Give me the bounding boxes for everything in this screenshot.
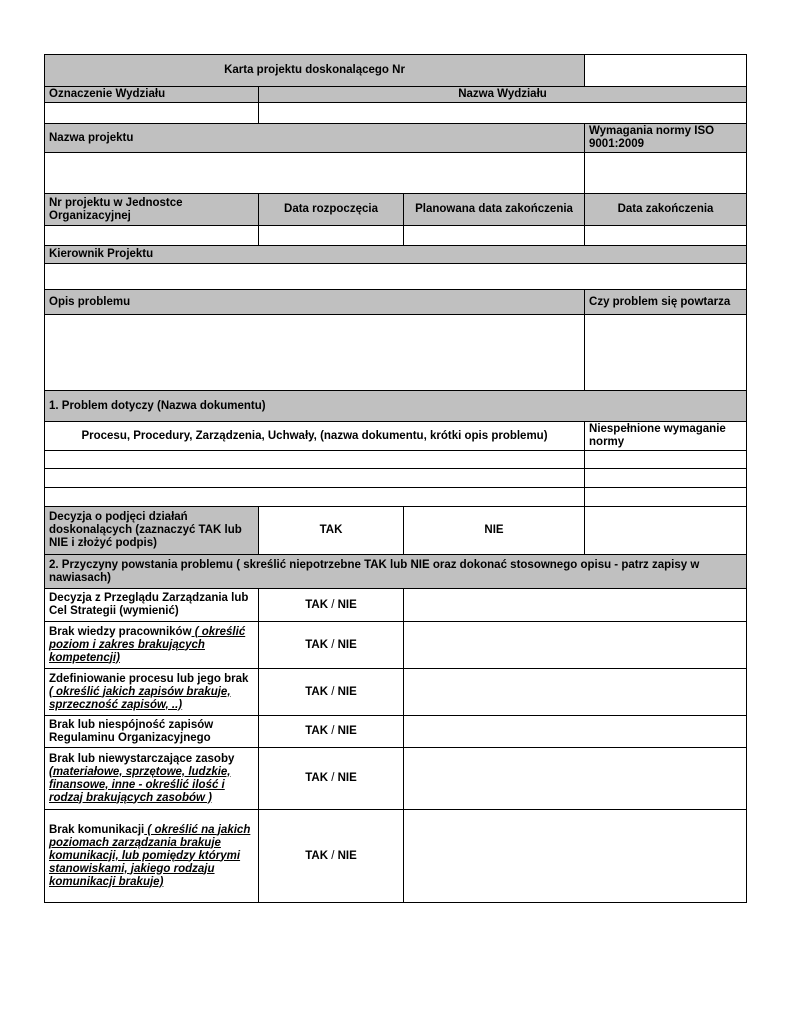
end-date-label: Data zakończenia bbox=[585, 194, 747, 226]
option-separator: / bbox=[331, 849, 335, 862]
cause-row bbox=[45, 716, 747, 748]
problem-description-field[interactable] bbox=[45, 315, 585, 391]
cause-row bbox=[45, 669, 747, 716]
cause-note-text: ( określić jakich zapisów brakuje, sprzeczność zapisów, ..) bbox=[49, 685, 231, 711]
unmet-requirement-field[interactable] bbox=[585, 469, 747, 488]
no-option[interactable]: NIE bbox=[337, 685, 357, 698]
cause-yes-no-options[interactable] bbox=[259, 748, 404, 810]
project-name-field[interactable] bbox=[45, 153, 585, 194]
project-name-label: Nazwa projektu bbox=[45, 124, 585, 153]
no-option[interactable]: NIE bbox=[337, 849, 357, 862]
problem-description-label: Opis problemu bbox=[45, 290, 585, 315]
yes-option[interactable]: TAK bbox=[305, 849, 328, 862]
cause-label bbox=[45, 669, 259, 716]
cause-label bbox=[45, 810, 259, 903]
cause-row bbox=[45, 810, 747, 903]
cause-yes-no-options[interactable] bbox=[259, 810, 404, 903]
cause-main-text: Brak lub niewystarczające zasoby bbox=[49, 752, 235, 765]
cause-description-field[interactable] bbox=[404, 622, 747, 669]
cause-main-text: Brak komunikacji bbox=[49, 823, 145, 836]
cause-label bbox=[45, 748, 259, 810]
project-manager-field[interactable] bbox=[45, 264, 747, 290]
cause-row bbox=[45, 589, 747, 622]
problem-recurring-label: Czy problem się powtarza bbox=[585, 290, 747, 315]
cause-description-field[interactable] bbox=[404, 810, 747, 903]
yes-option[interactable]: TAK bbox=[305, 725, 328, 737]
unmet-requirement-field[interactable] bbox=[585, 488, 747, 507]
cause-note-text: ( określić poziom i zakres brakujących kompetencji) bbox=[49, 625, 246, 664]
unmet-requirement-label: Niespełnione wymaganie normy bbox=[585, 422, 747, 451]
department-code-label: Oznaczenie Wydziału bbox=[45, 87, 259, 103]
project-number-label: Nr projektu w Jednostce Organizacyjnej bbox=[45, 194, 259, 226]
problem-recurring-field[interactable] bbox=[585, 315, 747, 391]
department-name-label: Nazwa Wydziału bbox=[259, 87, 747, 103]
document-entry-field[interactable] bbox=[45, 488, 585, 507]
cause-note-text: (materiałowe, sprzętowe, ludzkie, finansowe, inne - określić ilość i rodzaj brakujących zasobów ) bbox=[49, 765, 231, 804]
project-number-field[interactable] bbox=[585, 55, 747, 87]
yes-option[interactable]: TAK bbox=[305, 685, 328, 698]
department-code-field[interactable] bbox=[45, 103, 259, 124]
cause-note-text: ( określić na jakich poziomach zarządzania brakuje komunikacji, lub pomiędzy którymi stanowiskami, jakiego rodzaju komunikacji brakuje) bbox=[49, 823, 251, 888]
cause-main-text: Zdefiniowanie procesu lub jego brak bbox=[49, 672, 249, 685]
cause-row bbox=[45, 622, 747, 669]
cause-label bbox=[45, 716, 259, 748]
cause-main-text: Brak wiedzy pracowników bbox=[49, 625, 192, 638]
document-entry-field[interactable] bbox=[45, 469, 585, 488]
cause-main-text: Brak lub niespójność zapisów Regulaminu Organizacyjnego bbox=[49, 718, 214, 744]
iso-requirements-label: Wymagania normy ISO 9001:2009 bbox=[585, 124, 747, 153]
option-separator: / bbox=[331, 772, 335, 784]
decision-yes-option[interactable]: TAK bbox=[259, 507, 404, 555]
section-2-title: 2. Przyczyny powstania problemu ( skreślić niepotrzebne TAK lub NIE oraz dokonać stosownego opisu - patrz zapisy w nawiasach) bbox=[45, 555, 747, 589]
iso-requirements-field[interactable] bbox=[585, 153, 747, 194]
yes-option[interactable]: TAK bbox=[305, 598, 328, 611]
option-separator: / bbox=[331, 725, 335, 737]
option-separator: / bbox=[331, 685, 335, 698]
improvement-decision-label: Decyzja o podjęci działań doskonalących (zaznaczyć TAK lub NIE i złożyć podpis) bbox=[45, 507, 259, 555]
cause-label bbox=[45, 589, 259, 622]
yes-option[interactable]: TAK bbox=[305, 772, 328, 784]
planned-end-date-label: Planowana data zakończenia bbox=[404, 194, 585, 226]
yes-option[interactable]: TAK bbox=[305, 638, 328, 651]
unmet-requirement-field[interactable] bbox=[585, 451, 747, 469]
department-name-field[interactable] bbox=[259, 103, 747, 124]
cause-yes-no-options[interactable] bbox=[259, 589, 404, 622]
no-option[interactable]: NIE bbox=[337, 598, 357, 611]
start-date-field[interactable] bbox=[259, 226, 404, 246]
project-manager-label: Kierownik Projektu bbox=[45, 246, 747, 264]
section-1-title: 1. Problem dotyczy (Nazwa dokumentu) bbox=[45, 391, 747, 422]
project-number-in-unit-field[interactable] bbox=[45, 226, 259, 246]
project-card-form bbox=[44, 54, 747, 903]
planned-end-date-field[interactable] bbox=[404, 226, 585, 246]
cause-yes-no-options[interactable] bbox=[259, 669, 404, 716]
cause-description-field[interactable] bbox=[404, 748, 747, 810]
option-separator: / bbox=[331, 638, 335, 651]
cause-main-text: Decyzja z Przeglądu Zarządzania lub Cel Strategii (wymienić) bbox=[49, 592, 249, 617]
cause-yes-no-options[interactable] bbox=[259, 716, 404, 748]
cause-description-field[interactable] bbox=[404, 669, 747, 716]
documents-label: Procesu, Procedury, Zarządzenia, Uchwały, (nazwa dokumentu, krótki opis problemu) bbox=[45, 422, 585, 451]
cause-description-field[interactable] bbox=[404, 589, 747, 622]
start-date-label: Data rozpoczęcia bbox=[259, 194, 404, 226]
no-option[interactable]: NIE bbox=[337, 725, 357, 737]
document-entry-field[interactable] bbox=[45, 451, 585, 469]
cause-yes-no-options[interactable] bbox=[259, 622, 404, 669]
option-separator: / bbox=[331, 598, 335, 611]
decision-signature-field[interactable] bbox=[585, 507, 747, 555]
no-option[interactable]: NIE bbox=[337, 772, 357, 784]
cause-description-field[interactable] bbox=[404, 716, 747, 748]
cause-row bbox=[45, 748, 747, 810]
no-option[interactable]: NIE bbox=[337, 638, 357, 651]
end-date-field[interactable] bbox=[585, 226, 747, 246]
decision-no-option[interactable]: NIE bbox=[404, 507, 585, 555]
cause-label bbox=[45, 622, 259, 669]
form-title: Karta projektu doskonalącego Nr bbox=[45, 55, 585, 87]
